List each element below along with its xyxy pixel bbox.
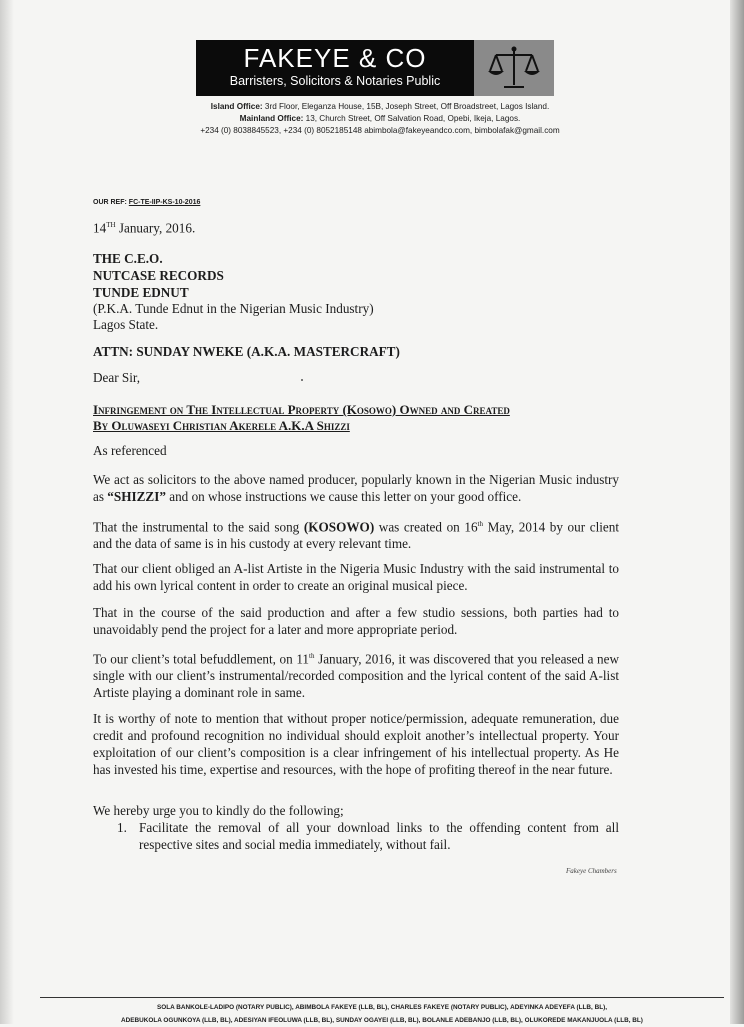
firm-name: FAKEYE & CO	[243, 43, 427, 73]
mainland-office-line: Mainland Office: 13, Church Street, Off Salvation Road, Opebi, Ikeja, Lagos.	[239, 114, 521, 123]
salutation: Dear Sir,	[93, 370, 141, 385]
paragraph-infringement: It is worthy of note to mention that without proper notice/permission, adequate remuneration, due credit and profound recognition no individual should exploit another’s intellectual property. Your exploitation of our client’s composition is a clear infringement of his intellectual property. As He has invested his time, expertise and resources, with the hope of profiting thereof in the near future.	[93, 711, 619, 777]
list-item-number-1: 1.	[117, 820, 127, 835]
recipient-name: TUNDE EDNUT	[93, 285, 189, 300]
reference-number: OUR REF: FC-TE-IIP-KS-10-2016	[93, 199, 201, 206]
scan-speck	[301, 379, 303, 381]
contact-line: +234 (0) 8038845523, +234 (0) 8052185148 abimbola@fakeyeandco.com, bimbolafak@gmail.com	[200, 126, 560, 135]
scales-of-justice-icon	[474, 40, 554, 96]
paragraph-solicitors: We act as solicitors to the above named producer, popularly known in the Nigerian Music industry as “SHIZZI” and on whose instructions we cause this letter on your good office.	[93, 472, 619, 504]
paragraph-urge: We hereby urge you to kindly do the following;	[93, 803, 344, 818]
recipient-company: NUTCASE RECORDS	[93, 268, 224, 283]
firm-tagline: Barristers, Solicitors & Notaries Public	[229, 74, 441, 88]
footer-line-2: ADEBUKOLA OGUNKOYA (LLB, BL), ADESIYAN IFEOLUWA (LLB, BL), SUNDAY OGAYEI (LLB, BL), BOLANLE ADEBANJO (LLB, BL), OLUKOREDE MAKANJUOLA (LLB, BL)	[121, 1017, 643, 1024]
paragraph-befuddlement: To our client’s total befuddlement, on 11th January, 2016, it was discovered that you released a new single with our client’s instrumental/recorded composition and the lyrical content of the said A-list Artiste playing a dominant role in same.	[93, 651, 619, 701]
letter-date: 14TH January, 2016.	[93, 220, 196, 236]
paragraph-as-referenced: As referenced	[93, 443, 167, 458]
office-addresses	[120, 101, 640, 137]
paragraph-obliged: That our client obliged an A-list Artiste in the Nigeria Music Industry with the said instrumental to add his own lyrical content in order to create an original musical piece.	[93, 561, 619, 593]
paragraph-production: That in the course of the said production and after a few studio sessions, both parties had to unavoidably pend the project for a later and more appropriate period.	[93, 605, 619, 637]
firm-logo	[196, 40, 474, 96]
chambers-signature: Fakeye Chambers	[566, 867, 617, 875]
recipient-title: THE C.E.O.	[93, 251, 163, 266]
island-office-line: Island Office: 3rd Floor, Eleganza House, 15B, Joseph Street, Off Broadstreet, Lagos Island.	[210, 102, 550, 111]
attention-line: ATTN: SUNDAY NWEKE (A.K.A. MASTERCRAFT)	[93, 344, 400, 359]
letterhead	[196, 40, 554, 96]
scan-edge-left	[0, 0, 14, 1024]
list-item-1-text: Facilitate the removal of all your download links to the offending content from all respective sites and social media immediately, without fail.	[139, 820, 619, 852]
paragraph-instrumental: That the instrumental to the said song (KOSOWO) was created on 16th May, 2014 by our client and the data of same is in his custody at every relevant time.	[93, 519, 620, 552]
footer-line-1: SOLA BANKOLE-LADIPO (NOTARY PUBLIC), ABIMBOLA FAKEYE (LLB, BL), CHARLES FAKEYE (NOTARY PUBLIC), ADEYINKA ADEYEFA (LLB, BL),	[156, 1004, 608, 1011]
scan-edge-right	[730, 0, 744, 1024]
recipient-location: Lagos State.	[93, 317, 159, 332]
subject-line-2: By Oluwaseyi Christian Akerele A.K.A Shizzi	[93, 418, 350, 433]
subject-line-1: Infringement on The Intellectual Property (Kosowo) Owned and Created	[93, 402, 510, 417]
footer-divider	[40, 997, 724, 998]
recipient-aka: (P.K.A. Tunde Ednut in the Nigerian Music Industry)	[93, 301, 374, 316]
footer-partners	[40, 1001, 724, 1027]
